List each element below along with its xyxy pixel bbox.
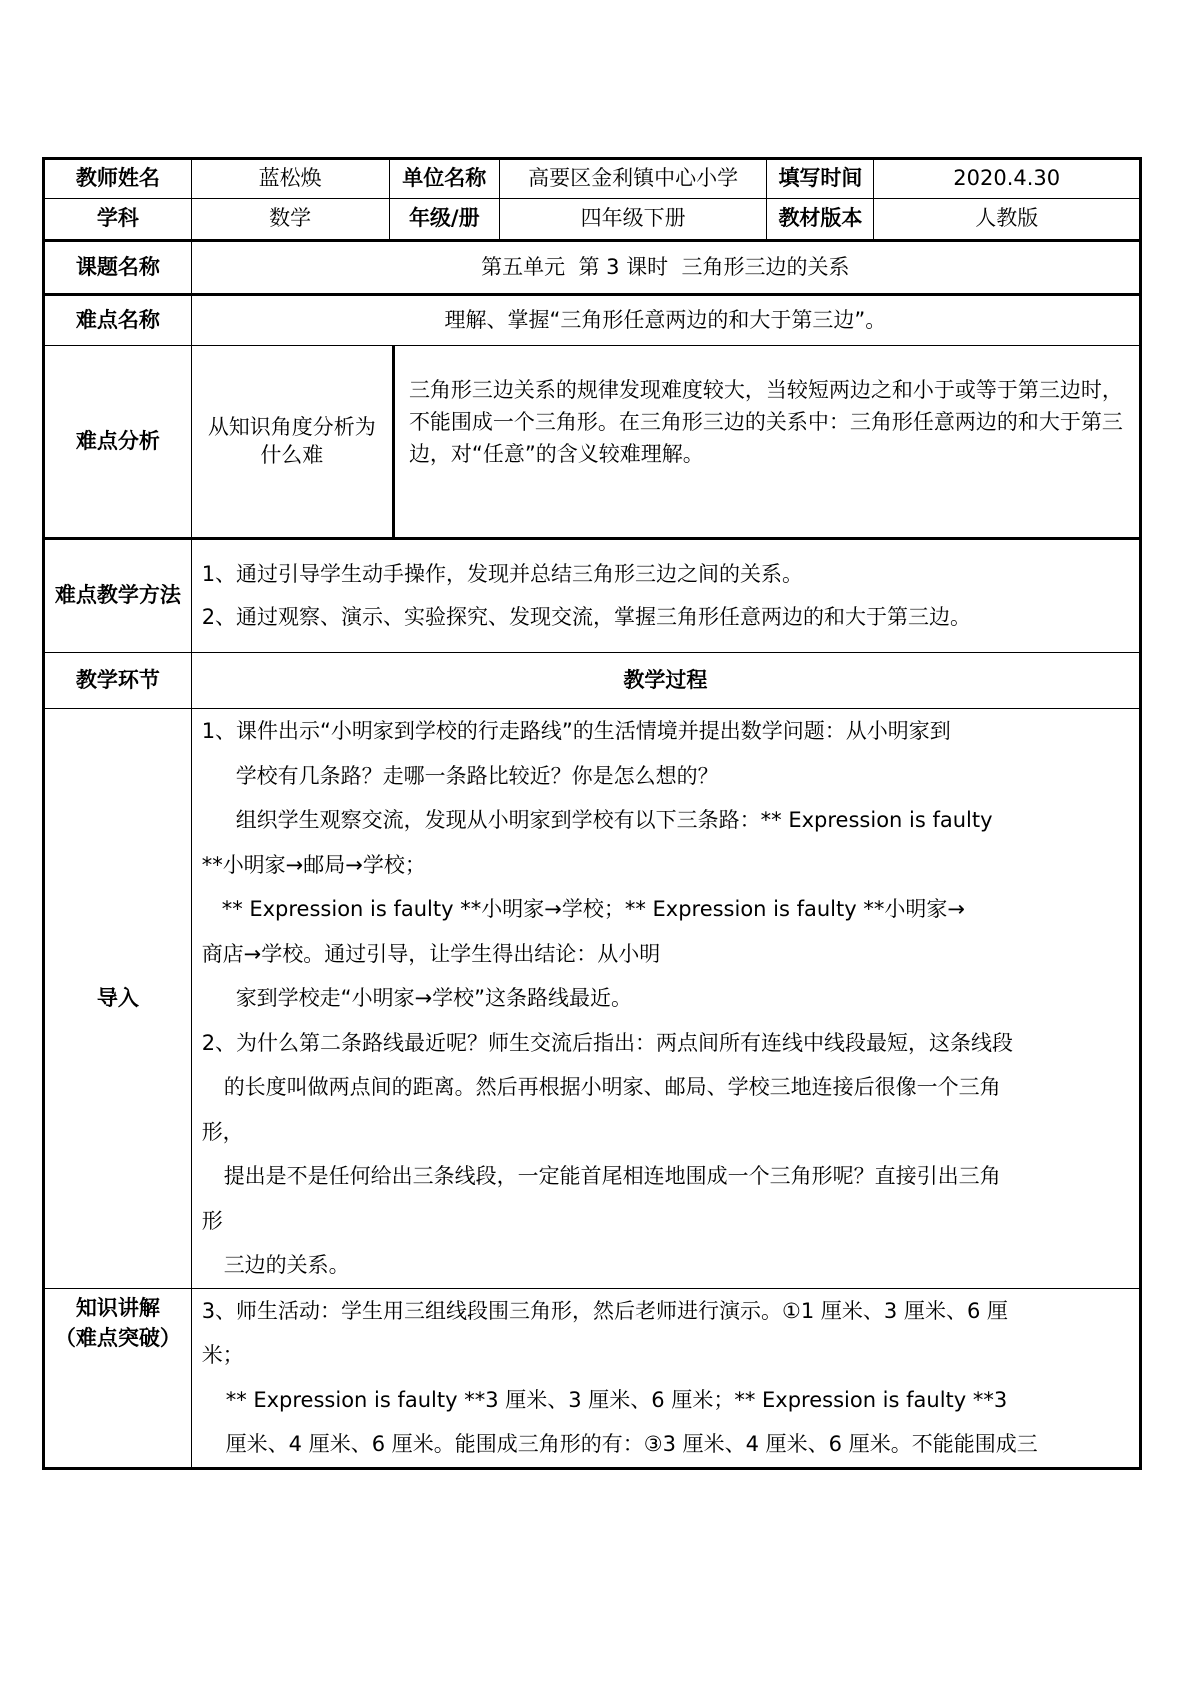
edition-label: 教材版本 [767,199,874,241]
process-header-row [44,653,1141,709]
method-row [44,539,1141,653]
difficulty-value: 理解、掌握“三角形任意两边的和大于第三边”。 [191,295,1140,346]
intro-line-3: 组织学生观察交流，发现从小明家到学校有以下三条路：** Expression is faulty [235,808,993,832]
intro-line-8: 2、为什么第二条路线最近呢？师生交流后指出：两点间所有连线中线段最短，这条线段 [201,1030,1014,1055]
date-label: 填写时间 [767,159,874,199]
knowledge-text-cell [191,1288,1140,1468]
intro-line-13: 三边的关系。 [223,1253,350,1277]
date-value: 2020.4.30 [874,159,1141,199]
analysis-row [44,346,1141,539]
header-row-1 [44,159,1141,199]
intro-line-11: 提出是不是任何给出三条线段，一定能首尾相连地围成一个三角形呢？直接引出三角 [223,1164,1001,1188]
intro-line-6: 商店→学校。通过引导，让学生得出结论：从小明 [201,941,661,966]
analysis-text-cell [393,346,1140,539]
lesson-title-label: 课题名称 [44,241,192,295]
intro-line-1: 1、课件出示“小明家到学校的行走路线”的生活情境并提出数学问题：从小明家到 [201,719,951,743]
intro-line-2: 学校有几条路？走哪一条路比较近？你是怎么想的？ [235,763,719,788]
edition-value: 人教版 [874,199,1141,241]
intro-line-5: ** Expression is faulty **小明家→学校；** Expression is faulty **小明家→ [221,897,965,921]
subject-label: 学科 [44,199,192,241]
grade-value: 四年级下册 [499,199,767,241]
lesson-title-row [44,241,1141,295]
knowledge-label-cell [44,1288,192,1468]
intro-line-4: **小明家→邮局→学校； [201,852,426,877]
method-item-1: 1、通过引导学生动手操作，发现并总结三角形三边之间的关系。 [201,562,804,586]
intro-text-cell [191,709,1140,1289]
grade-label: 年级/册 [389,199,499,241]
intro-line-10: 形， [201,1119,244,1144]
intro-line-12: 形 [201,1208,223,1233]
intro-label: 导入 [44,709,192,1289]
knowledge-row [44,1288,1141,1468]
analysis-sub-label: 从知识角度分析为什么难 [191,346,393,539]
process-header-label: 教学过程 [191,653,1140,709]
knowledge-line-3: ** Expression is faulty **3 厘米、3 厘米、6 厘米；** Expression is faulty **3 [225,1387,1008,1412]
lesson-plan-table [42,157,1142,1470]
difficulty-row [44,295,1141,346]
intro-line-7: 家到学校走“小明家→学校”这条路线最近。 [235,986,633,1010]
intro-line-9: 的长度叫做两点间的距离。然后再根据小明家、邮局、学校三地连接后很像一个三角 [223,1075,1001,1099]
difficulty-label: 难点名称 [44,295,192,346]
lesson-title-value: 第五单元 第 3 课时 三角形三边的关系 [191,241,1140,295]
unit-label: 单位名称 [389,159,499,199]
knowledge-line-1: 3、师生活动：学生用三组线段围三角形，然后老师进行演示。①1 厘米、3 厘米、6 厘 [201,1298,1008,1323]
knowledge-line-4: 厘米、4 厘米、6 厘米。能围成三角形的有：③3 厘米、4 厘米、6 厘米。不能能围成三 [225,1432,1038,1456]
knowledge-label-line1: 知识讲解 [75,1295,160,1320]
teacher-label: 教师姓名 [44,159,192,199]
subject-value: 数学 [191,199,389,241]
method-text-cell [191,539,1140,653]
header-row-2 [44,199,1141,241]
stage-header-label: 教学环节 [44,653,192,709]
method-label: 难点教学方法 [44,539,192,653]
intro-row [44,709,1141,1289]
analysis-label: 难点分析 [44,346,192,539]
method-item-2: 2、通过观察、演示、实验探究、发现交流，掌握三角形任意两边的和大于第三边。 [201,605,972,629]
knowledge-label-line2: （难点突破） [54,1325,181,1350]
unit-value: 高要区金利镇中心小学 [499,159,767,199]
analysis-text: 三角形三边关系的规律发现难度较大，当较短两边之和小于或等于第三边时，不能围成一个三角形。在三角形三边的关系中：三角形任意两边的和大于第三边，对“任意”的含义较难理解。 [408,377,1123,466]
knowledge-line-2: 米； [201,1343,244,1367]
teacher-value: 蓝松焕 [191,159,389,199]
